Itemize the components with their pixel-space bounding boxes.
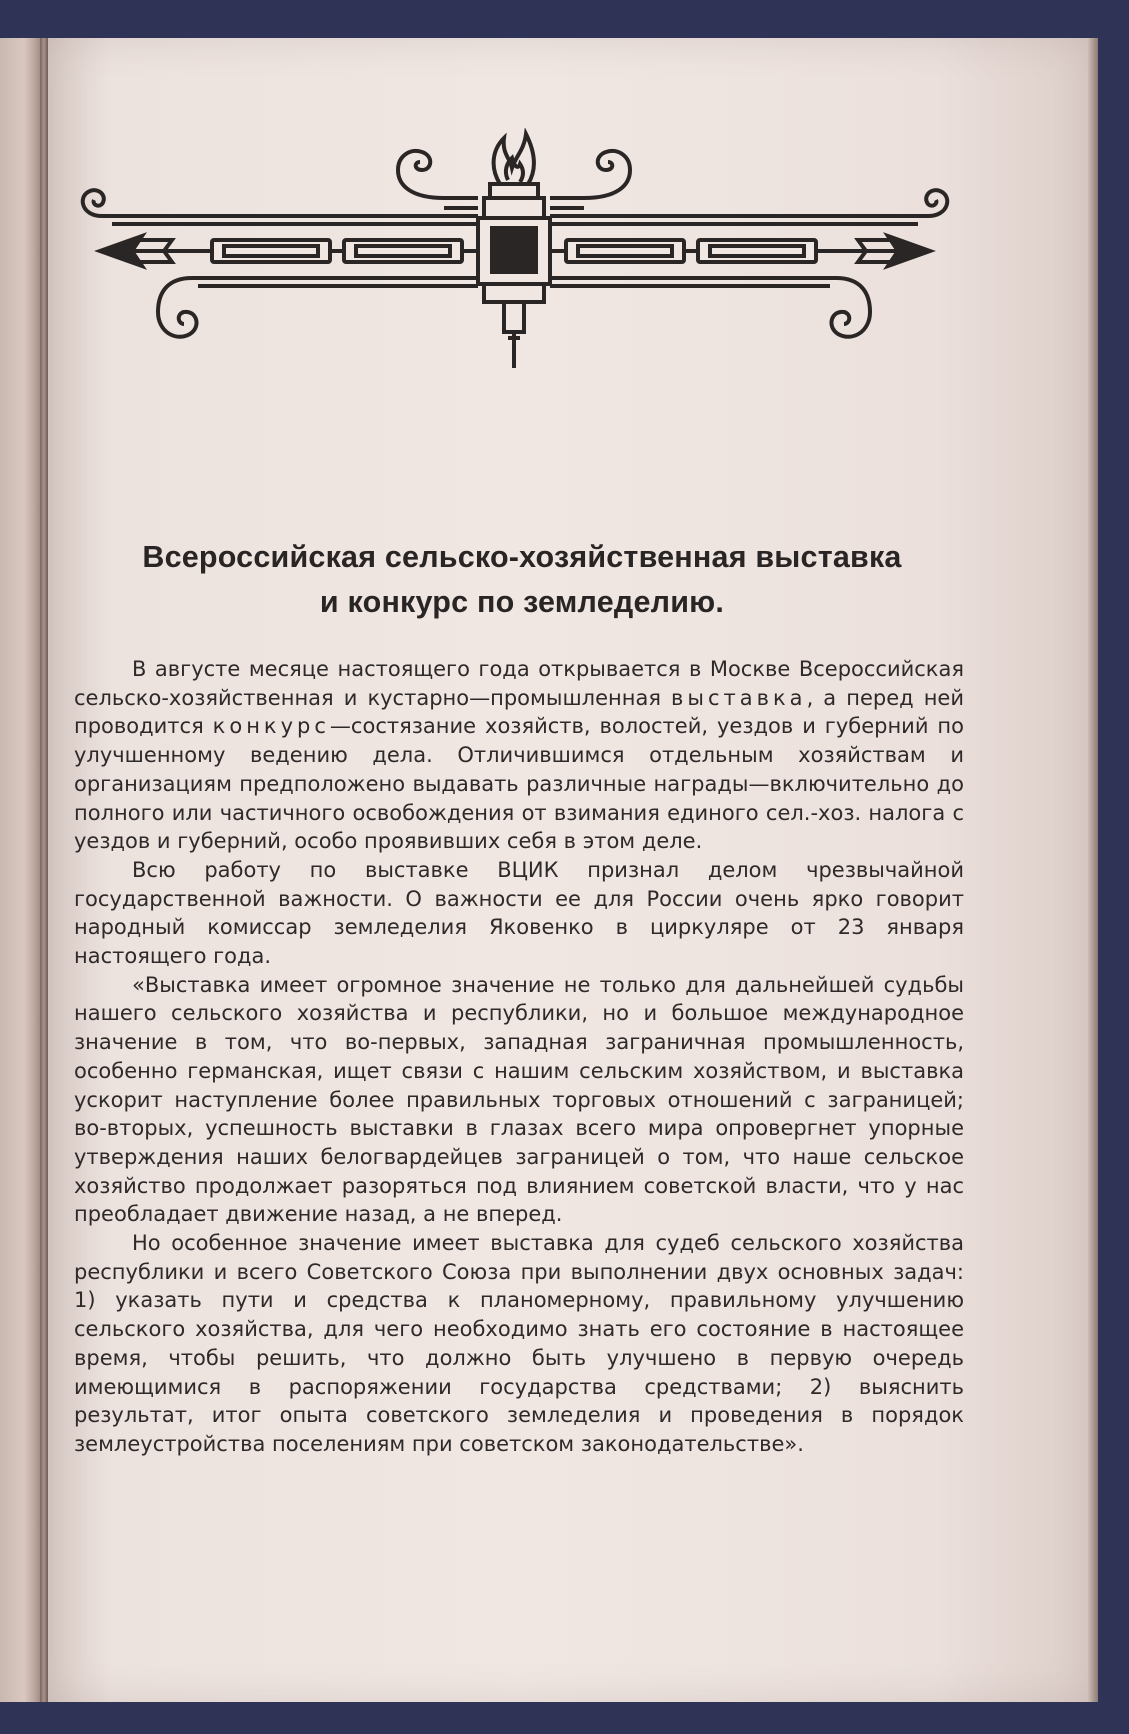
page-edge: [1088, 38, 1098, 1702]
paragraph-4: Но особенное значение имеет выставка для судеб сельского хозяйства республики и всего Советского Союза при выполнении двух основных задач: 1) указать пути и средства к планомерному, правильному улучшению сельского хозяйства, для чего необходимо знать его состояние в настоящее время, чтобы решить, что должно быть улучшено в первую очередь имеющимися в распоряжении государства средствами; 2) выяснить результат, итог опыта советского земледелия и проведения в порядок землеустройства поселениям при советском законодательстве».: [74, 1231, 964, 1456]
document-body: [74, 655, 964, 1459]
ornament-headpiece-icon: [72, 128, 972, 413]
paragraph-1-emphasis-exhibition: выставка: [671, 685, 807, 710]
paragraph-3: «Выставка имеет огромное значение не только для дальнейшей судьбы нашего сельского хозяйства и республики, но и большое международное значение в том, что во-первых, западная заграничная промышленность, особенно германская, ищет связи с нашим сельским хозяйством, и выставка ускорит наступление более правильных торговых отношений с заграницей; во-вторых, успешность выставки в глазах всего мира опровергнет упорные утверждения наших белогвардейцев заграницей о том, что наше сельское хозяйство продолжает разоряться под влиянием советской власти, что у нас преобладает движение назад, а не вперед.: [74, 972, 964, 1227]
paragraph-1-text-c: , а перед ней проводится: [74, 685, 964, 739]
paragraph-1: [74, 655, 964, 856]
paragraph-1-text-a: В августе месяце настоящего года открывается в Москве Всероссийская сельско-хозяйственная и кустарно—промышленная: [74, 657, 964, 710]
paragraph-1-text-e: —состязание хозяйств, волостей, уездов и губерний по улучшенному ведению дела. Отличившимся отдельным хозяйствам и организациям предположено выдавать различные награды—включительно до полного или частичного освобождения от взимания единого сел.-хоз. налога с уездов и губерний, особо проявивших себя в этом деле.: [74, 714, 965, 854]
book-spine: [40, 38, 48, 1702]
title-line-1: Всероссийская сельско-хозяйственная выставка: [142, 540, 902, 574]
facing-page-edge: [0, 38, 44, 1702]
paragraph-1-emphasis-contest: конкурс: [212, 714, 330, 739]
document-title: [70, 535, 974, 625]
paragraph-2: Всю работу по выставке ВЦИК признал делом чрезвычайной государственной важности. О важности ее для России очень ярко говорит народный комиссар земледелия Яковенко в циркуляре от 23 января настоящего года.: [74, 857, 964, 969]
title-line-2: и конкурс по земледелию.: [319, 585, 725, 619]
